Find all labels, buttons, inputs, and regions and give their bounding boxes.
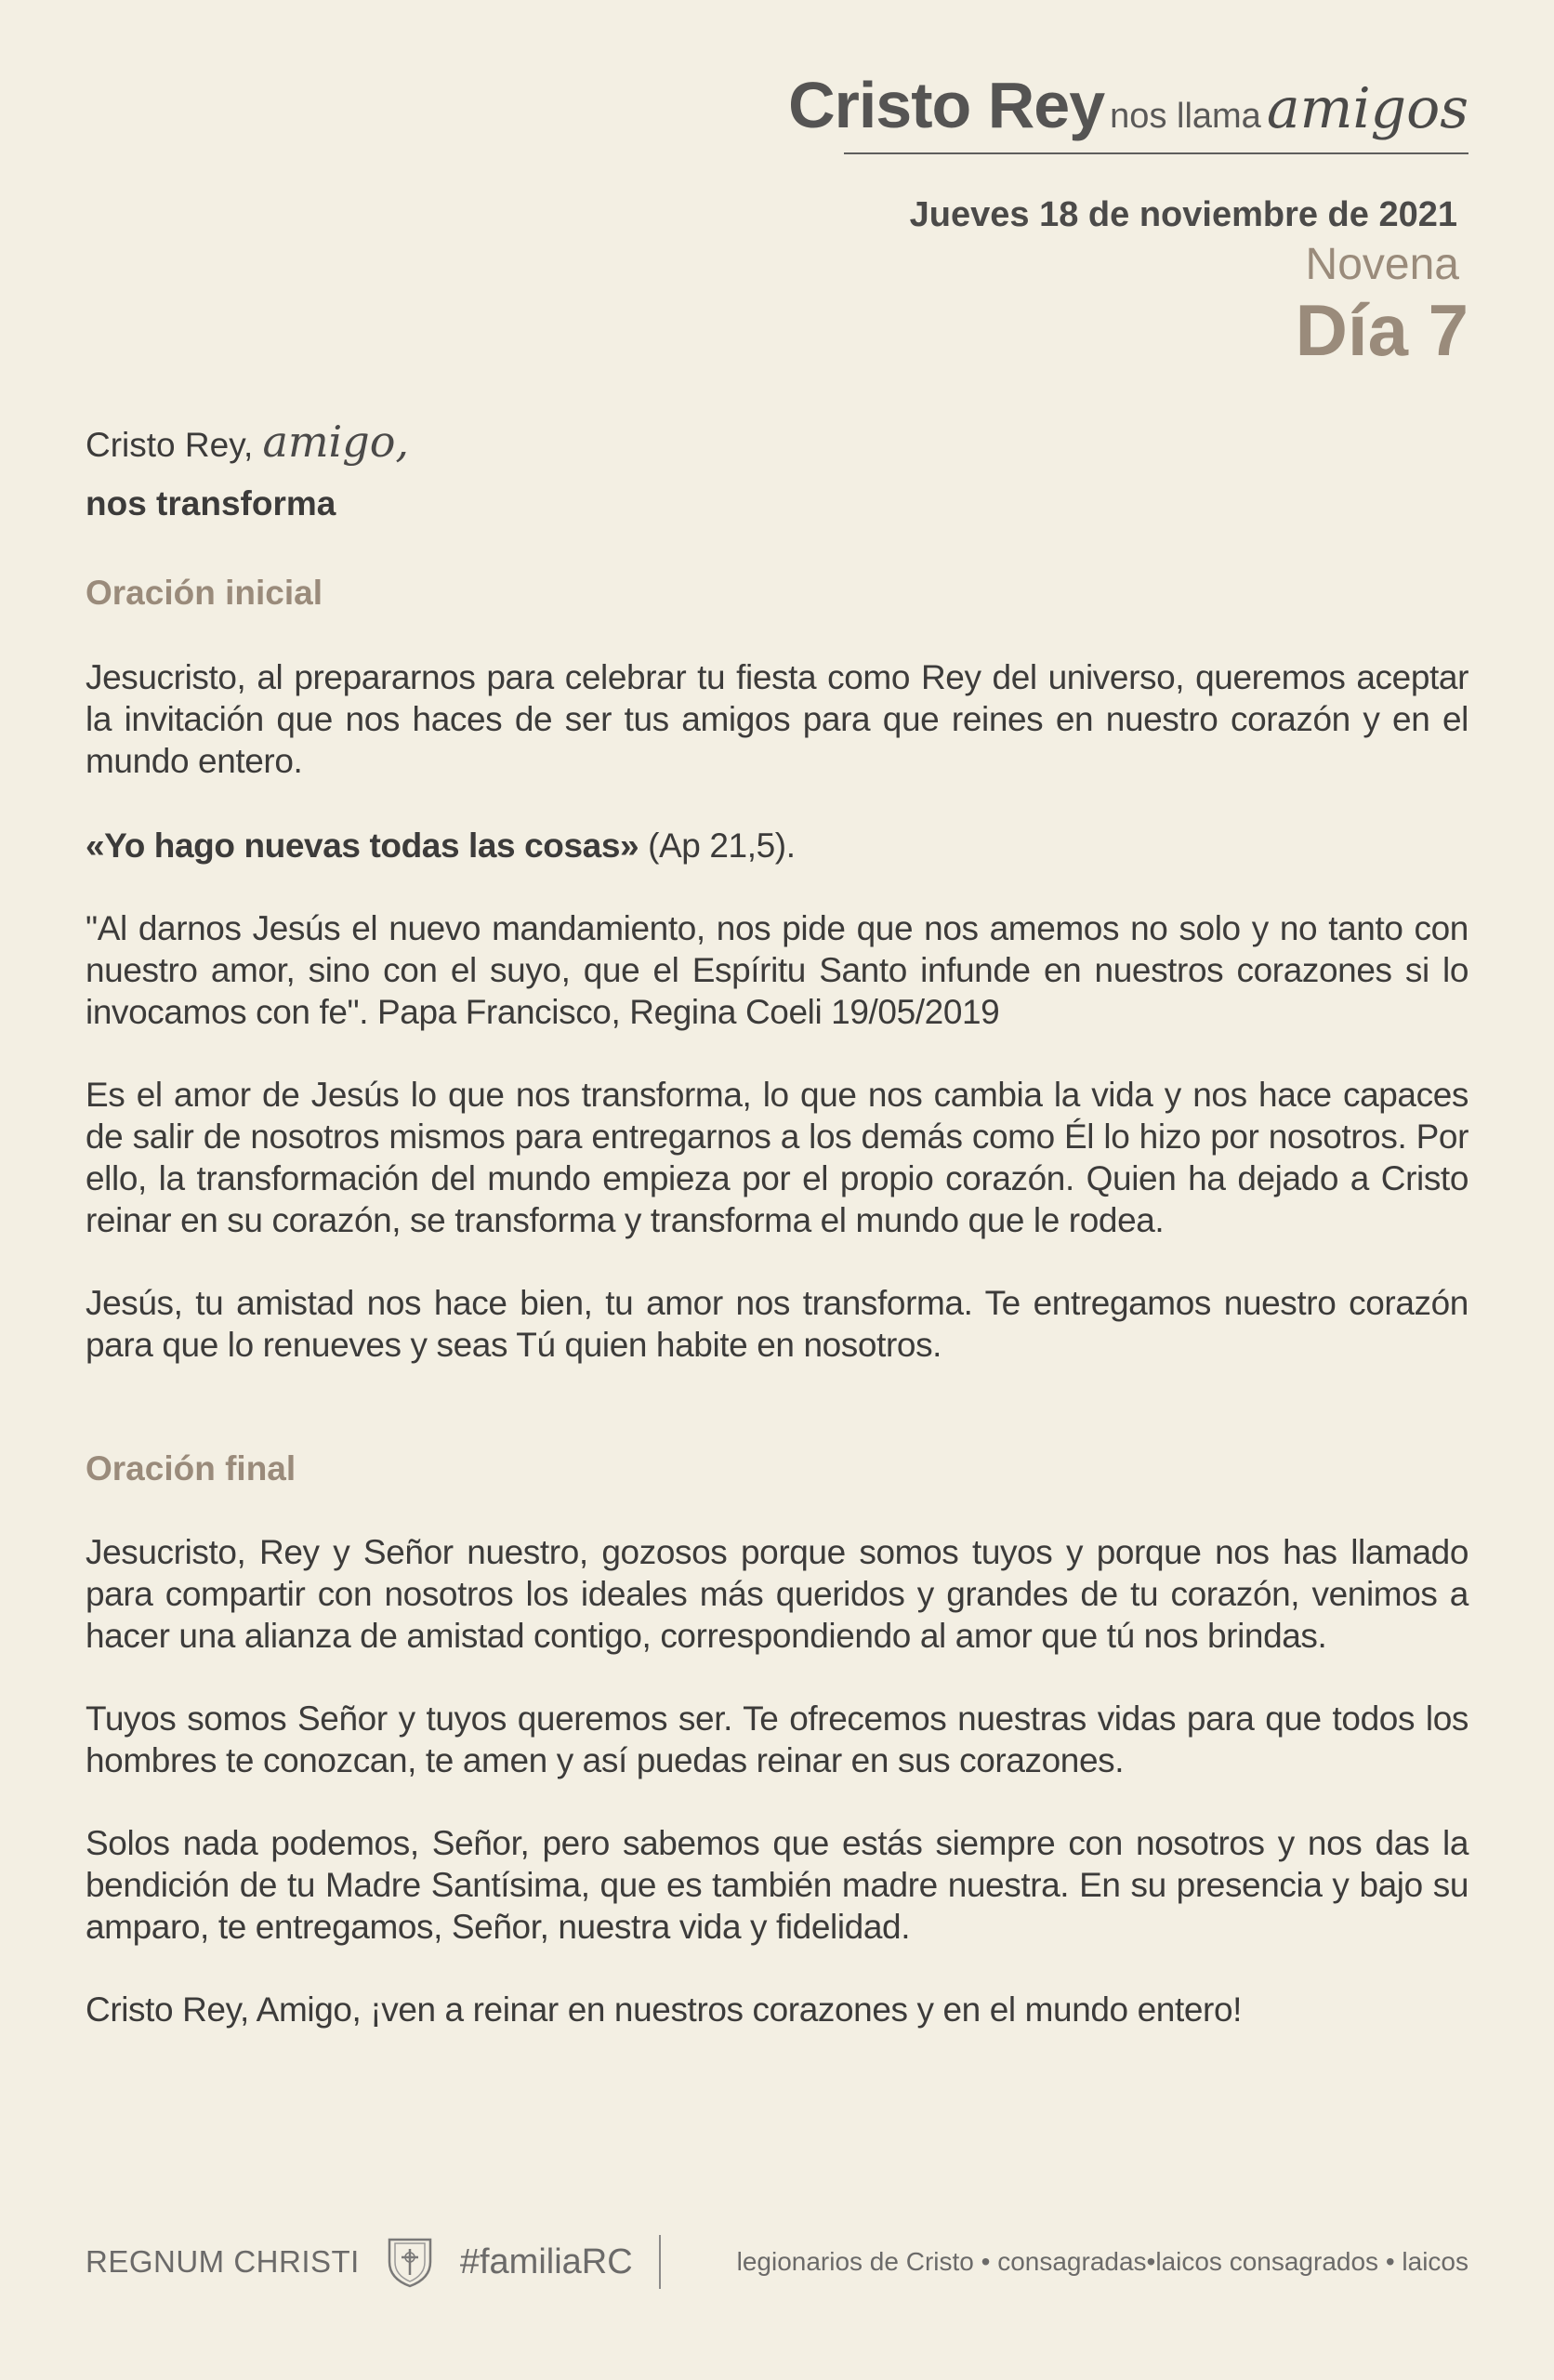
footer bbox=[86, 2229, 1468, 2294]
paragraph-transforma: Es el amor de Jesús lo que nos transforma, lo que nos cambia la vida y nos hace capaces de salir de nosotros mismos para entregarnos a los demás como Él lo hizo por nosotros. Por ello, la transformación del mundo empieza por el propio corazón. Quien ha dejado a Cristo reinar en su corazón, se transforma y transforma el mundo que le rodea. bbox=[86, 1076, 1468, 1240]
verse-quote: «Yo hago nuevas todas las cosas» bbox=[86, 826, 639, 866]
branches-list: legionarios de Cristo • consagradas•laicos consagrados • laicos bbox=[736, 2247, 1468, 2276]
regnum-christi-shield-icon bbox=[384, 2234, 436, 2290]
brand-mid: nos llama bbox=[1110, 97, 1261, 136]
novena-label: Novena bbox=[1305, 240, 1459, 289]
paragraph-papa: "Al darnos Jesús el nuevo mandamiento, nos pide que nos amemos no solo y no tanto con nuestro amor, sino con el suyo, que el Espíritu Santo infunde en nuestros corazones si lo invocamos con fe". Papa Francisco, Regina Coeli 19/05/2019 bbox=[86, 909, 1468, 1032]
date: Jueves 18 de noviembre de 2021 bbox=[909, 195, 1457, 234]
day-label: Día 7 bbox=[1295, 289, 1468, 371]
header bbox=[762, 69, 1468, 373]
main-content bbox=[86, 416, 1468, 2030]
brand-main: Cristo Rey bbox=[788, 69, 1105, 141]
paragraph-amistad: Jesús, tu amistad nos hace bien, tu amor nos transforma. Te entregamos nuestro corazón para que lo renueves y seas Tú quien habite en nosotros. bbox=[86, 1284, 1468, 1365]
brand-underline bbox=[844, 152, 1468, 154]
oracion-final-p1: Jesucristo, Rey y Señor nuestro, gozosos porque somos tuyos y porque nos has llamado para compartir con nosotros los ideales más queridos y grandes de tu corazón, venimos a hacer una alianza de amistad contigo, correspondiendo al amor que tú nos brindas. bbox=[86, 1533, 1468, 1656]
theme-subtitle: nos transforma bbox=[86, 484, 336, 523]
oracion-inicial-title: Oración inicial bbox=[86, 574, 323, 613]
org-name: REGNUM CHRISTI bbox=[86, 2244, 360, 2279]
oracion-final-p3: Solos nada podemos, Señor, pero sabemos que estás siempre con nosotros y nos das la bendición de tu Madre Santísima, que es también madre nuestra. En su presencia y bajo su amparo, te entregamos, Señor, nuestra vida y fidelidad. bbox=[86, 1824, 1468, 1947]
hashtag: #familiaRC bbox=[459, 2241, 633, 2281]
theme-prefix: Cristo Rey, bbox=[86, 426, 254, 464]
verse-reference: (Ap 21,5). bbox=[648, 826, 796, 866]
footer-divider bbox=[659, 2235, 661, 2289]
verse bbox=[86, 825, 1468, 866]
brand-title bbox=[762, 69, 1468, 141]
oracion-final-p2: Tuyos somos Señor y tuyos queremos ser. Te ofrecemos nuestras vidas para que todos los hombres te conozcan, te amen y así puedas reinar en sus corazones. bbox=[86, 1699, 1468, 1780]
theme-script: amigo, bbox=[262, 416, 410, 467]
brand-script: amigos bbox=[1266, 76, 1468, 141]
oracion-final-title: Oración final bbox=[86, 1449, 296, 1488]
oracion-final-p4: Cristo Rey, Amigo, ¡ven a reinar en nuestros corazones y en el mundo entero! bbox=[86, 1990, 1243, 2030]
theme-line bbox=[86, 416, 1468, 468]
oracion-inicial-text: Jesucristo, al prepararnos para celebrar tu fiesta como Rey del universo, queremos aceptar la invitación que nos haces de ser tus amigos para que reines en nuestro corazón y en el mundo entero. bbox=[86, 658, 1468, 781]
